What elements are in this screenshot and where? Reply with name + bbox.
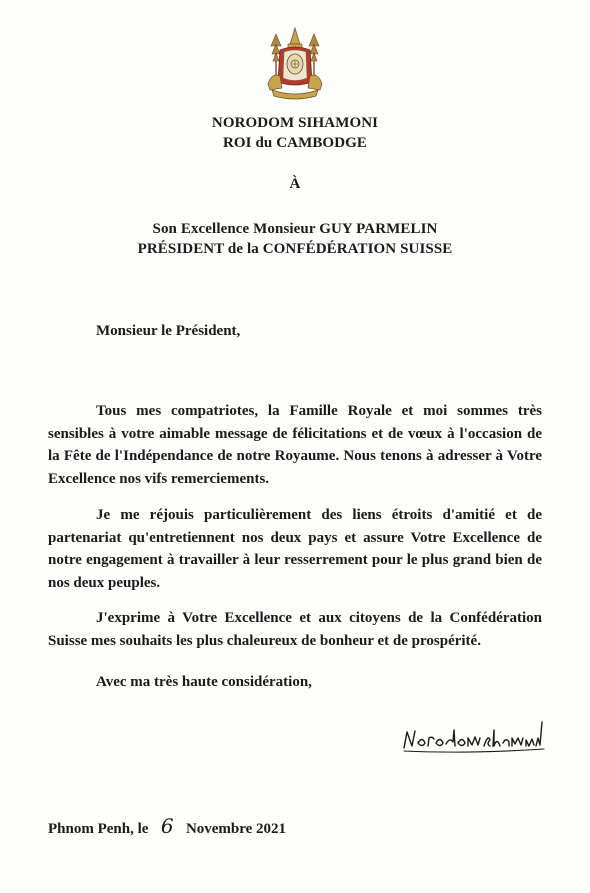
paragraph-3: J'exprime à Votre Excellence et aux citoyens de la Confédération Suisse mes souhaits les plus chaleureux de bonheur et de prospérité. xyxy=(48,610,542,649)
place-prefix: Phnom Penh, le xyxy=(48,821,149,837)
closing: Avec ma très haute considération, xyxy=(96,674,312,690)
sender-name: NORODOM SIHAMONI xyxy=(211,115,379,131)
date-month-year: Novembre 2021 xyxy=(185,821,287,837)
salutation: Monsieur le Président, xyxy=(96,323,241,339)
sender-title: ROI du CAMBODGE xyxy=(222,135,368,151)
to-marker: À xyxy=(289,176,301,192)
paragraph-2: Je me réjouis particulièrement des liens étroits d'amitié et de partenariat qu'entretiennent nos deux pays et assure Votre Excellence de notre engagement à travailler à leur resserrement pour le plus grand bien de nos deux peuples. xyxy=(48,507,542,591)
recipient-name: Son Excellence Monsieur GUY PARMELIN xyxy=(152,221,438,237)
royal-coat-of-arms-icon xyxy=(262,26,328,102)
paragraph-1: Tous mes compatriotes, la Famille Royale et moi sommes très sensibles à votre aimable message de félicitations et de vœux à l'occasion de la Fête de l'Indépendance de notre Royaume. Nous tenons à adresser à Votre Excellence nos vifs remerciements. xyxy=(48,403,542,487)
signature xyxy=(398,710,548,756)
date-day: 6 xyxy=(160,814,174,838)
recipient-title: PRÉSIDENT de la CONFÉDÉRATION SUISSE xyxy=(137,241,453,257)
place-date xyxy=(48,815,286,840)
